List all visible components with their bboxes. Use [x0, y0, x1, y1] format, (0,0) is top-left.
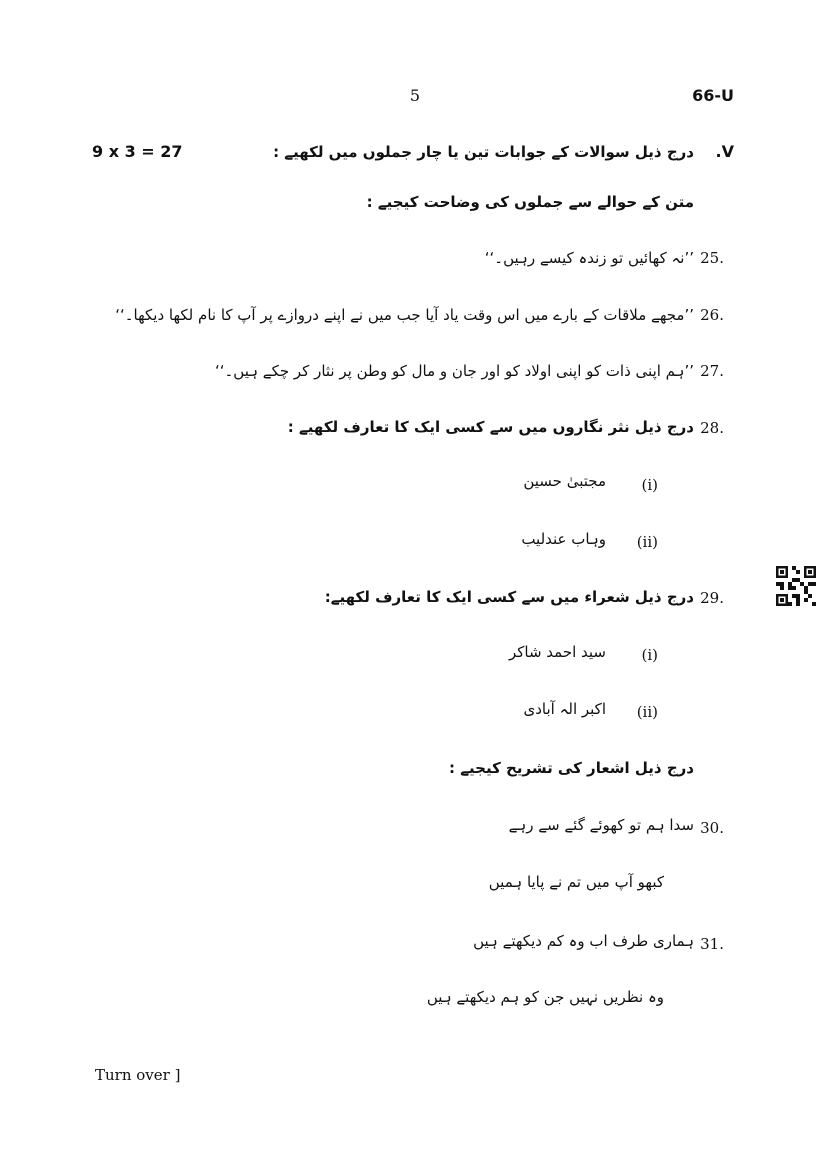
option-label: (ii): [636, 703, 658, 721]
question-text: درج ذیل شعراء میں سے کسی ایک کا تعارف لکھیے:: [324, 588, 694, 606]
option-text: اکبر الہ آبادی: [523, 700, 606, 718]
question-number: 27.: [700, 362, 724, 380]
option-text: سید احمد شاکر: [508, 643, 606, 661]
option-text: وہاب عندلیب: [521, 530, 606, 548]
section-sub-instruction: متن کے حوالے سے جملوں کی وضاحت کیجیے :: [366, 193, 694, 211]
couplet-line: ہماری طرف اب وہ کم دیکھتے ہیں: [473, 932, 694, 950]
option-label: (i): [641, 476, 658, 494]
section-instruction: درج ذیل سوالات کے جوابات تین یا چار جملوں میں لکھیے :: [273, 143, 694, 161]
question-text: درج ذیل نثر نگاروں میں سے کسی ایک کا تعارف لکھیے :: [287, 418, 694, 436]
option-text: مجتبیٰ حسین: [523, 472, 606, 490]
question-number: 31.: [700, 935, 724, 953]
question-number: 30.: [700, 819, 724, 837]
qr-code-icon: [776, 566, 816, 606]
option-label: (ii): [636, 533, 658, 551]
option-label: (i): [641, 646, 658, 664]
question-text: ’’ہم اپنی ذات کو اپنی اولاد کو اور جان و مال کو وطن پر نثار کر چکے ہیں۔‘‘: [214, 362, 694, 380]
question-number: 25.: [700, 249, 724, 267]
section-number: .V: [715, 142, 734, 161]
couplet-line: کبھو آپ میں تم نے پایا ہمیں: [488, 873, 664, 891]
question-number: 28.: [700, 419, 724, 437]
section-marks: 9 x 3 = 27: [92, 142, 183, 161]
couplet-line: سدا ہم تو کھوئے گئے سے رہے: [508, 816, 694, 834]
question-text: ’’مجھے ملاقات کے بارے میں اس وقت یاد آیا جب میں نے اپنے دروازے پر آپ کا نام لکھا دیکھا۔‘‘: [115, 306, 694, 324]
page-number: 5: [409, 86, 421, 105]
question-number: 26.: [700, 306, 724, 324]
couplet-line: وہ نظریں نہیں جن کو ہم دیکھتے ہیں: [426, 988, 664, 1006]
paper-code: 66-U: [692, 86, 734, 105]
couplet-instruction: درج ذیل اشعار کی تشریح کیجیے :: [449, 759, 694, 777]
turn-over-note: Turn over ]: [95, 1066, 181, 1084]
question-number: 29.: [700, 589, 724, 607]
question-text: ’’نہ کھائیں تو زندہ کیسے رہیں۔‘‘: [484, 249, 694, 267]
